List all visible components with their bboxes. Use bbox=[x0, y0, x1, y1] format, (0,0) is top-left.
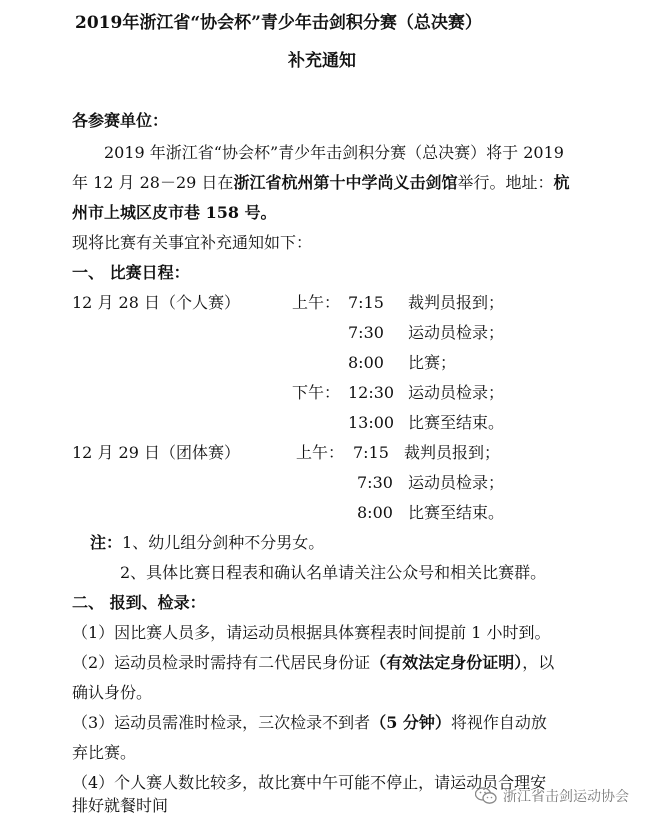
section-1-heading: 一、 比赛日程： bbox=[72, 263, 190, 282]
schedule-event: 裁判员报到； bbox=[404, 443, 501, 462]
intro-line-2: 年 12 月 28－29 日在浙江省杭州第十中学尚义击剑馆举行。地址：杭 bbox=[72, 173, 570, 192]
schedule-event: 运动员检录； bbox=[408, 383, 505, 402]
schedule-time: 8:00 bbox=[357, 503, 393, 522]
id-requirement: （有效法定身份证明） bbox=[370, 653, 523, 672]
checkin-item-4-cont: 排好就餐时间 bbox=[72, 796, 169, 815]
document-subtitle: 补充通知 bbox=[288, 51, 356, 71]
day1-date: 12 月 28 日（个人赛） bbox=[72, 293, 240, 312]
schedule-event: 裁判员报到； bbox=[408, 293, 505, 312]
intro-line-4: 现将比赛有关事宜补充通知如下： bbox=[72, 233, 313, 252]
time-limit: （5 分钟） bbox=[370, 713, 451, 732]
document-title: 2019年浙江省“协会杯”青少年击剑积分赛（总决赛） bbox=[75, 13, 482, 33]
checkin-item-2-cont: 确认身份。 bbox=[72, 683, 153, 702]
venue-name: 浙江省杭州第十中学尚义击剑馆 bbox=[233, 173, 458, 192]
note-1: 注：1、幼儿组分剑种不分男女。 bbox=[90, 533, 325, 552]
schedule-time: 7:15 bbox=[348, 293, 384, 312]
day1-pm-label: 下午： bbox=[292, 383, 341, 402]
schedule-event: 比赛至结束。 bbox=[408, 413, 505, 432]
schedule-event: 运动员检录； bbox=[408, 323, 505, 342]
wechat-icon bbox=[475, 787, 497, 805]
section-2-heading: 二、 报到、检录： bbox=[72, 593, 206, 612]
checkin-item-3: （3）运动员需准时检录，三次检录不到者（5 分钟）将视作自动放 bbox=[72, 713, 547, 732]
schedule-event: 比赛； bbox=[408, 353, 457, 372]
day2-date: 12 月 29 日（团体赛） bbox=[72, 443, 240, 462]
checkin-item-1: （1）因比赛人员多，请运动员根据具体赛程表时间提前 1 小时到。 bbox=[72, 623, 551, 642]
note-2: 2、具体比赛日程表和确认名单请关注公众号和相关比赛群。 bbox=[120, 563, 547, 582]
schedule-event: 比赛至结束。 bbox=[408, 503, 505, 522]
schedule-time: 7:30 bbox=[348, 323, 384, 342]
watermark-text: 浙江省击剑运动协会 bbox=[503, 789, 629, 805]
day2-am-label: 上午： bbox=[296, 443, 345, 462]
schedule-event: 运动员检录； bbox=[408, 473, 505, 492]
intro-line-1: 2019 年浙江省“协会杯”青少年击剑积分赛（总决赛）将于 2019 bbox=[104, 143, 564, 162]
schedule-time: 13:00 bbox=[348, 413, 395, 432]
checkin-item-4: （4）个人赛人数比较多，故比赛中午可能不停止，请运动员合理安 bbox=[72, 773, 547, 792]
intro-address: 州市上城区皮市巷 158 号。 bbox=[72, 203, 277, 222]
salutation: 各参赛单位： bbox=[72, 111, 169, 130]
checkin-item-3-cont: 弃比赛。 bbox=[72, 743, 137, 762]
schedule-time: 12:30 bbox=[348, 383, 395, 402]
schedule-time: 7:15 bbox=[353, 443, 389, 462]
schedule-time: 7:30 bbox=[357, 473, 393, 492]
wechat-watermark bbox=[475, 786, 629, 806]
schedule-time: 8:00 bbox=[348, 353, 384, 372]
checkin-item-2: （2）运动员检录时需持有二代居民身份证（有效法定身份证明），以 bbox=[72, 653, 555, 672]
note-label: 注： bbox=[90, 533, 123, 552]
day1-am-label: 上午： bbox=[292, 293, 341, 312]
